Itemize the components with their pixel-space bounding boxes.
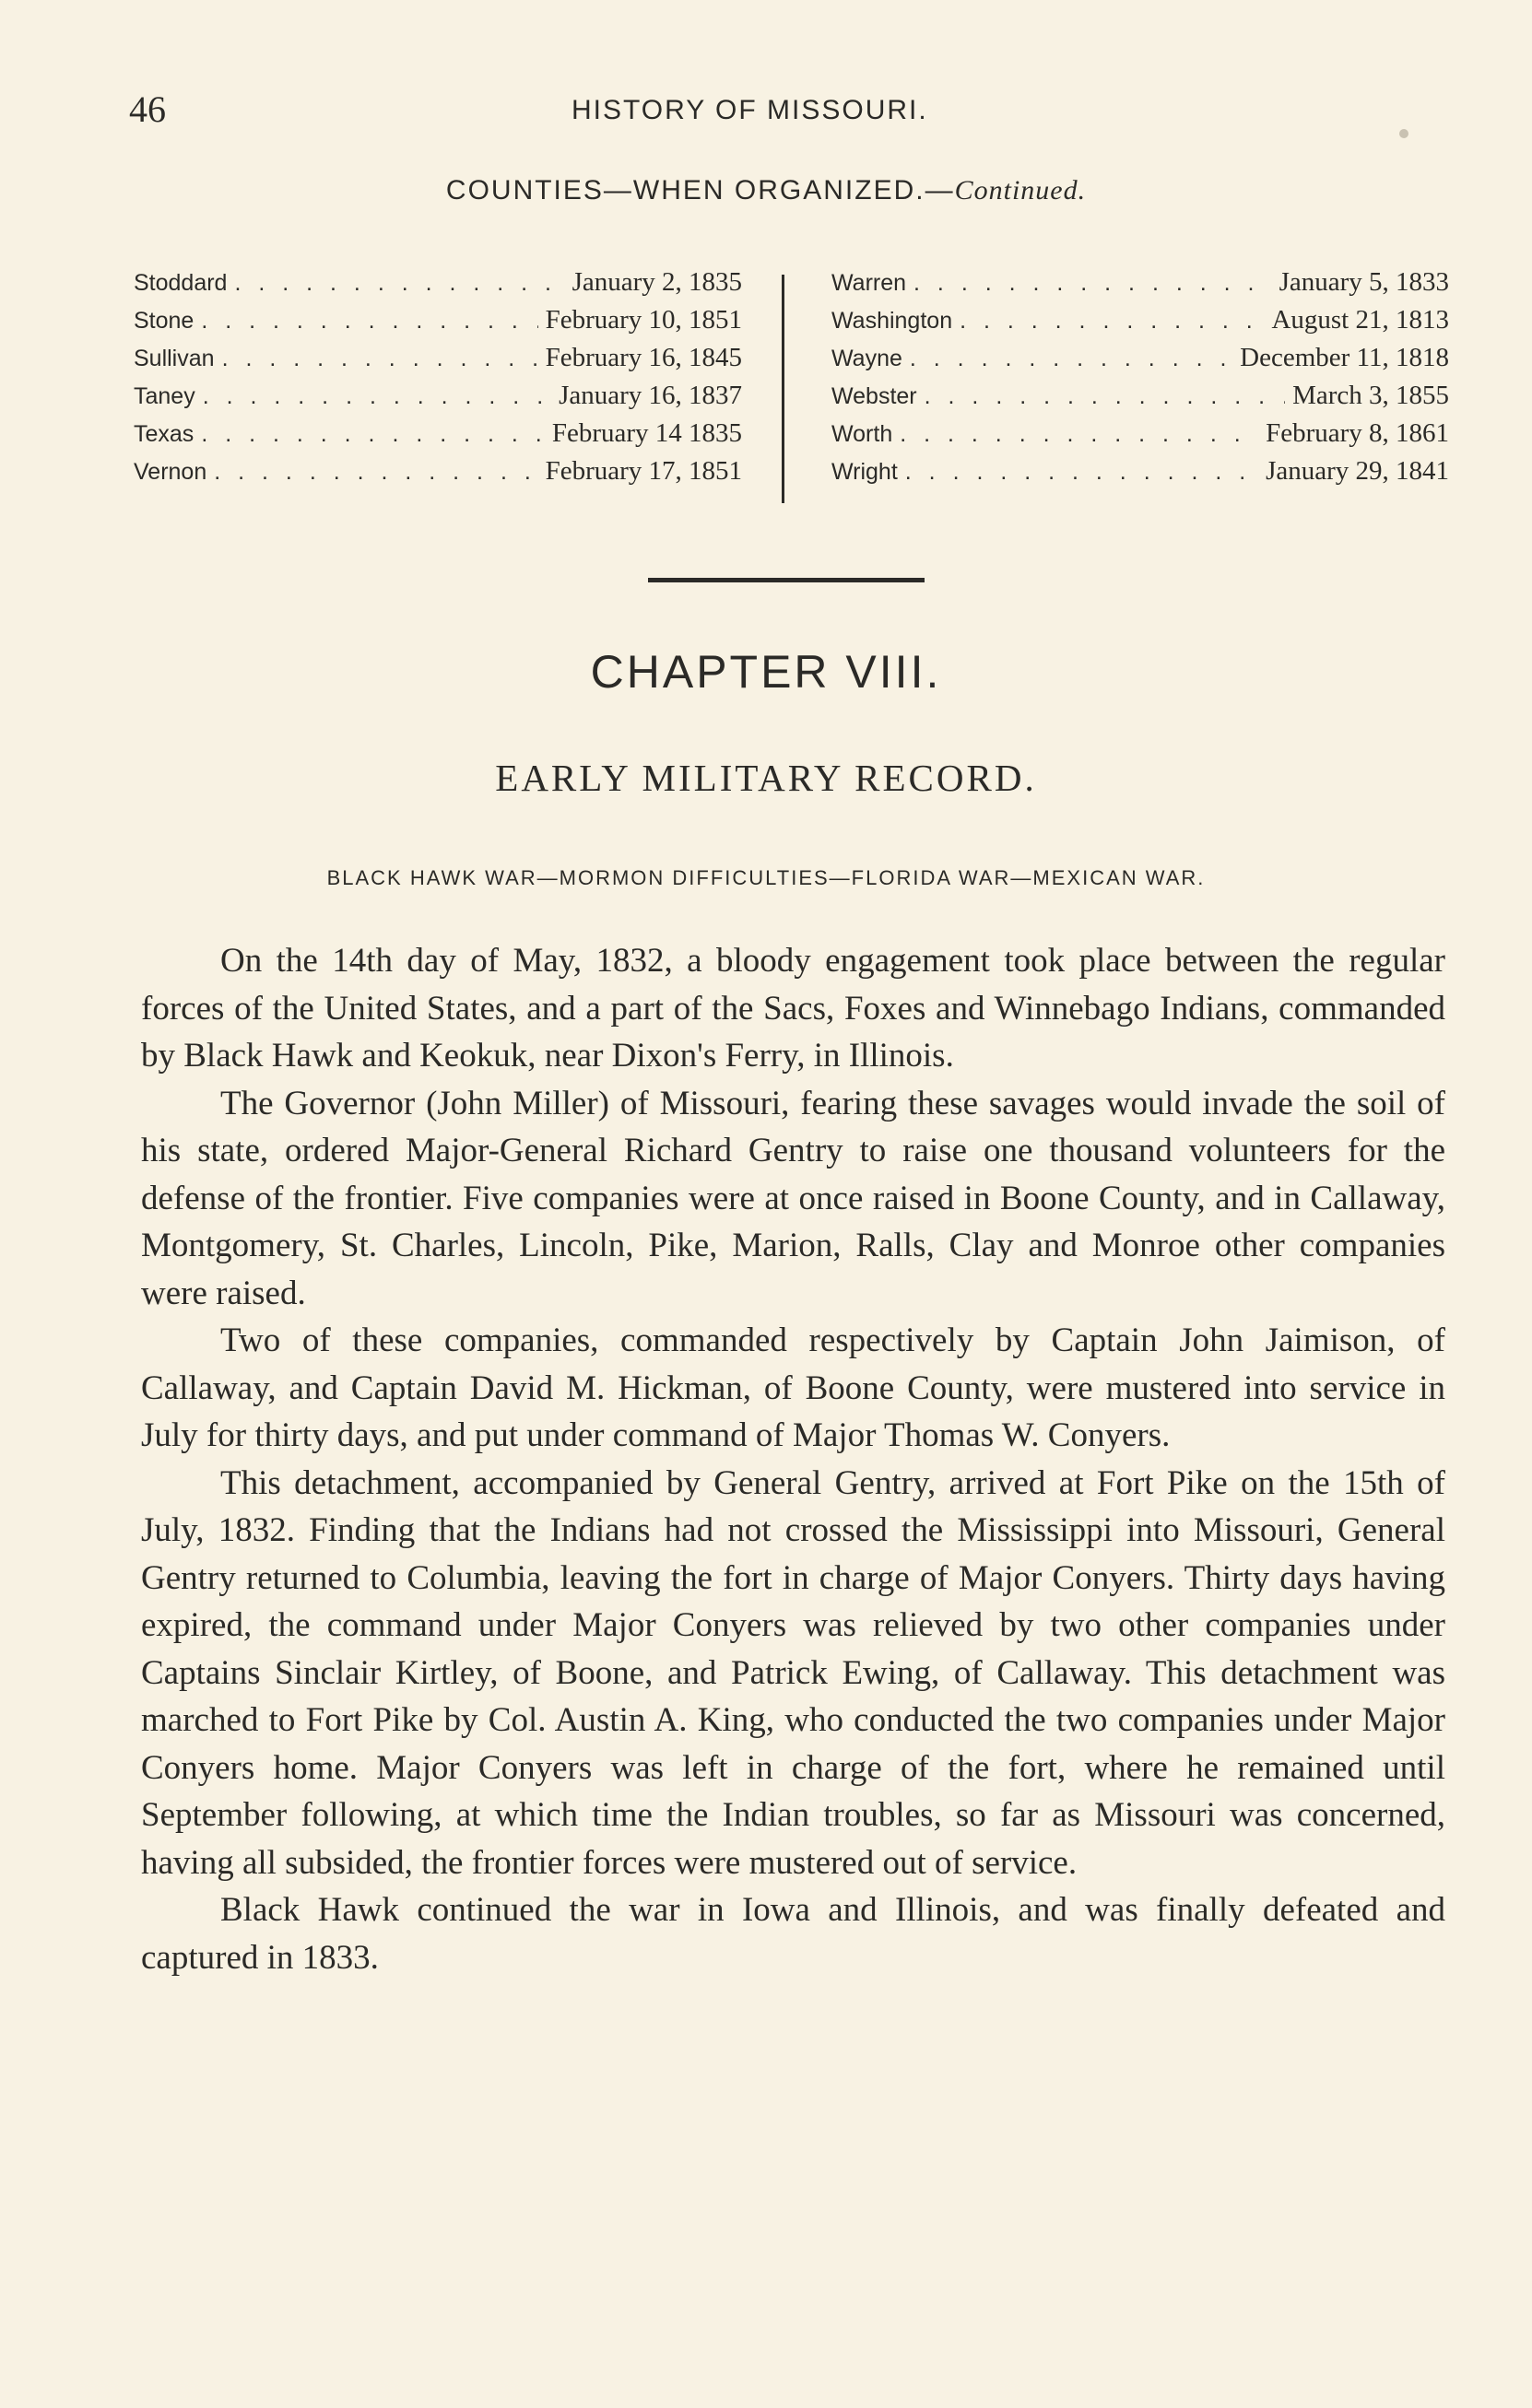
county-name: Washington — [831, 308, 953, 334]
county-name: Webster — [831, 383, 917, 409]
county-row — [134, 418, 742, 456]
county-row — [831, 305, 1449, 343]
county-name: Warren — [831, 270, 907, 296]
county-date: December 11, 1818 — [1240, 343, 1449, 372]
dot-leader — [222, 346, 538, 372]
county-date: January 16, 1837 — [559, 381, 742, 410]
counties-table — [134, 267, 1456, 516]
county-date: January 2, 1835 — [572, 267, 742, 297]
county-name: Texas — [134, 421, 194, 447]
column-divider — [782, 275, 784, 503]
county-date: February 10, 1851 — [545, 305, 742, 335]
county-row — [831, 381, 1449, 418]
county-date: August 21, 1813 — [1271, 305, 1449, 335]
county-row — [134, 305, 742, 343]
county-row — [134, 343, 742, 381]
chapter-subtitle: EARLY MILITARY RECORD. — [495, 757, 1037, 799]
county-name: Worth — [831, 421, 893, 447]
county-row — [831, 456, 1449, 494]
section-heading-text: COUNTIES—WHEN ORGANIZED.— — [445, 175, 955, 206]
county-date: January 29, 1841 — [1266, 456, 1449, 486]
dot-leader — [910, 346, 1232, 372]
counties-column-left — [134, 267, 742, 494]
running-head: HISTORY OF MISSOURI. — [572, 95, 928, 125]
continued-label: Continued. — [954, 175, 1087, 206]
chapter-separator-rule — [648, 578, 925, 582]
body-paragraph: Black Hawk continued the war in Iowa and Illinois, and was finally defeated and captured in 1833. — [141, 1891, 1445, 1977]
dot-leader — [905, 459, 1258, 486]
chapter-synopsis: BLACK HAWK WAR—MORMON DIFFICULTIES—FLORIDA WAR—MEXICAN WAR. — [326, 866, 1206, 889]
dot-leader — [214, 459, 537, 486]
county-date: January 5, 1833 — [1279, 267, 1449, 297]
dot-leader — [960, 308, 1264, 335]
dot-leader — [234, 270, 564, 297]
counties-column-right — [831, 267, 1449, 494]
county-row — [831, 267, 1449, 305]
county-row — [134, 381, 742, 418]
county-date: March 3, 1855 — [1292, 381, 1449, 410]
county-name: Sullivan — [134, 346, 215, 371]
county-name: Wright — [831, 459, 898, 485]
page-number: 46 — [129, 88, 166, 130]
section-heading — [0, 175, 1532, 206]
county-row — [831, 343, 1449, 381]
chapter-body — [141, 937, 1445, 1981]
dot-leader — [913, 270, 1272, 297]
dot-leader — [900, 421, 1258, 448]
county-name: Vernon — [134, 459, 207, 485]
county-date: February 14 1835 — [551, 418, 742, 448]
chapter-title: CHAPTER VIII. — [590, 646, 942, 698]
dot-leader — [201, 421, 545, 448]
county-row — [831, 418, 1449, 456]
page-header — [129, 88, 1438, 143]
county-date: February 8, 1861 — [1266, 418, 1449, 448]
dot-leader — [203, 383, 551, 410]
body-paragraph: Two of these companies, commanded respectively by Captain John Jaimison, of Callaway, and Captain David M. Hickman, of Boone County, were mustered into service in July for thirty days, and put under command of Major Thomas W. Conyers. — [141, 1321, 1445, 1454]
dot-leader — [201, 308, 537, 335]
county-row — [134, 456, 742, 494]
county-date: February 16, 1845 — [545, 343, 742, 372]
ink-speck — [1399, 129, 1408, 138]
body-paragraph: On the 14th day of May, 1832, a bloody engagement took place between the regular forces of the United States, and a part of the Sacs, Foxes and Winnebago Indians, commanded by Black Hawk and Keokuk, near Dixon's Ferry, in Illinois. — [141, 942, 1445, 1075]
county-name: Taney — [134, 383, 195, 409]
body-paragraph: This detachment, accompanied by General Gentry, arrived at Fort Pike on the 15th of July, 1832. Finding that the Indians had not crossed the Mississippi into Missouri, General Gentry returned to Columbia, leaving the fort in charge of Major Conyers. Thirty days having expired, the command under Major Conyers was relieved by two other companies under Captains Sinclair Kirtley, of Boone, and Patrick Ewing, of Callaway. This detachment was marched to Fort Pike by Col. Austin A. King, who conducted the two companies under Major Conyers home. Major Conyers was left in charge of the fort, where he remained until September following, at which time the Indian troubles, so far as Missouri was concerned, having all subsided, the frontier forces were mustered out of service. — [141, 1463, 1445, 1882]
county-date: February 17, 1851 — [545, 456, 742, 486]
county-name: Wayne — [831, 346, 902, 371]
dot-leader — [925, 383, 1285, 410]
county-name: Stoddard — [134, 270, 228, 296]
county-row — [134, 267, 742, 305]
body-paragraph: The Governor (John Miller) of Missouri, fearing these savages would invade the soil of his state, ordered Major-General Richard Gentry to raise one thousand volunteers for the defense of the frontier. Five companies were at once raised in Boone County, and in Callaway, Montgomery, St. Charles, Lincoln, Pike, Marion, Ralls, Clay and Monroe other companies were raised. — [141, 1084, 1445, 1312]
county-name: Stone — [134, 308, 194, 334]
